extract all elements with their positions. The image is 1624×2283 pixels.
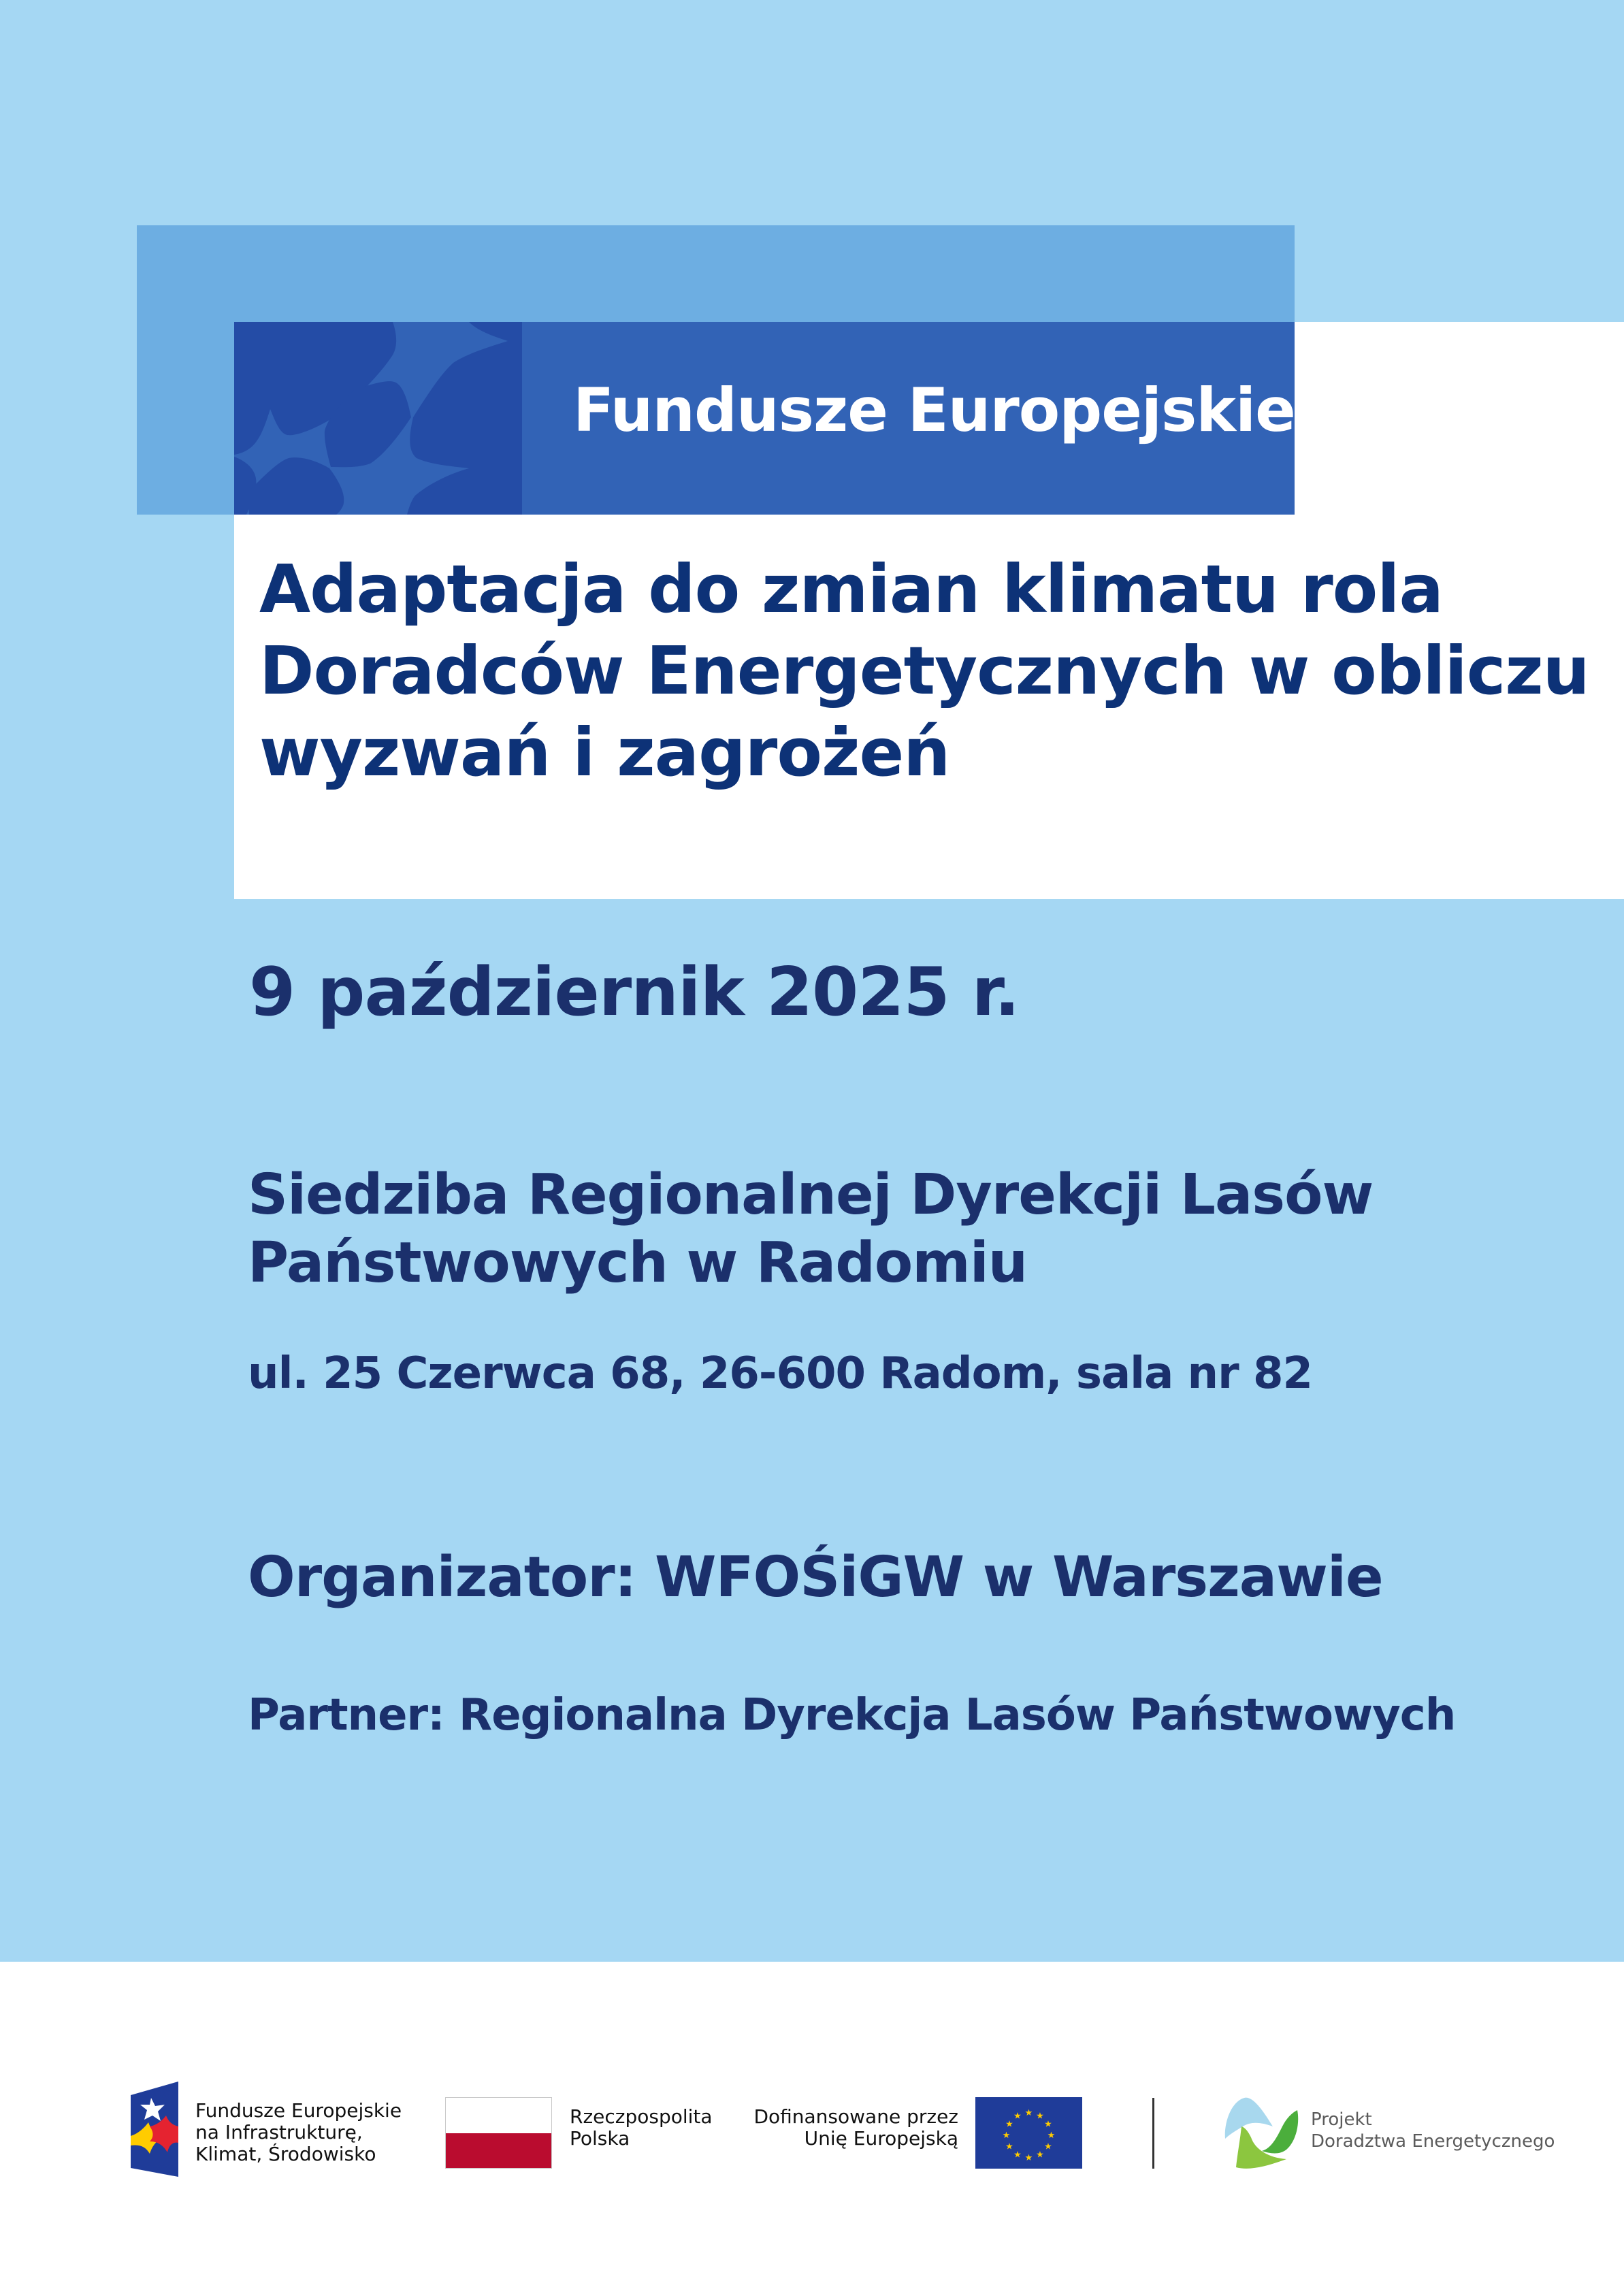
logo-text-line: Klimat, Środowisko [195,2143,376,2165]
event-venue [248,1161,1373,1297]
logo-text-line: Projekt [1311,2109,1372,2130]
rp-logo-text [570,2106,713,2150]
pde-logo-text [1311,2109,1555,2152]
title-line: Adaptacja do zmian klimatu rola [259,551,1444,628]
svg-text:★: ★ [1005,2141,1013,2152]
logo-divider [1152,2098,1154,2169]
logo-text-line: Polska [570,2127,630,2150]
fundusze-europejskie-logo-icon [129,2080,180,2178]
title-line: wyzwań i zagrożeń [259,714,950,791]
svg-text:★: ★ [1024,2153,1033,2163]
logo-text-line: Doradztwa Energetycznego [1311,2131,1555,2152]
fe-logo-text [195,2100,402,2165]
svg-text:★: ★ [1036,2111,1044,2122]
title-line: Doradców Energetycznych w obliczu [259,632,1589,709]
eu-logo-text [742,2106,958,2150]
projekt-doradztwa-energetycznego-logo-icon [1224,2096,1300,2171]
poland-flag-icon [445,2097,552,2169]
event-date: 9 październik 2025 r. [249,954,1020,1031]
page-title [259,549,1593,794]
svg-text:★: ★ [1047,2131,1056,2141]
logo-text-line: Rzeczpospolita [570,2105,713,2128]
event-partner: Partner: Regionalna Dyrekcja Lasów Państwowych [248,1690,1456,1740]
logo-text-line: na Infrastrukturę, [195,2121,363,2143]
venue-line: Państwowych w Radomiu [248,1231,1028,1295]
eu-stars-pattern-icon [234,322,522,515]
svg-text:★: ★ [1036,2150,1044,2160]
svg-text:★: ★ [1005,2119,1013,2130]
event-address: ul. 25 Czerwca 68, 26-600 Radom, sala nr 82 [248,1348,1312,1399]
svg-text:★: ★ [1013,2150,1022,2160]
eu-flag-icon [975,2097,1082,2169]
venue-line: Siedziba Regionalnej Dyrekcji Lasów [248,1163,1374,1227]
svg-text:★: ★ [1024,2108,1033,2118]
svg-text:★: ★ [1044,2119,1052,2130]
logo-text-line: Dofinansowane przez [753,2105,958,2128]
fe-brand-label: Fundusze Europejskie [573,375,1295,445]
svg-text:★: ★ [1002,2131,1011,2141]
svg-text:★: ★ [1013,2111,1022,2122]
svg-text:★: ★ [1044,2141,1052,2152]
logo-text-line: Unię Europejską [804,2127,958,2150]
event-organizer: Organizator: WFOŚiGW w Warszawie [248,1545,1383,1610]
logo-text-line: Fundusze Europejskie [195,2099,402,2122]
